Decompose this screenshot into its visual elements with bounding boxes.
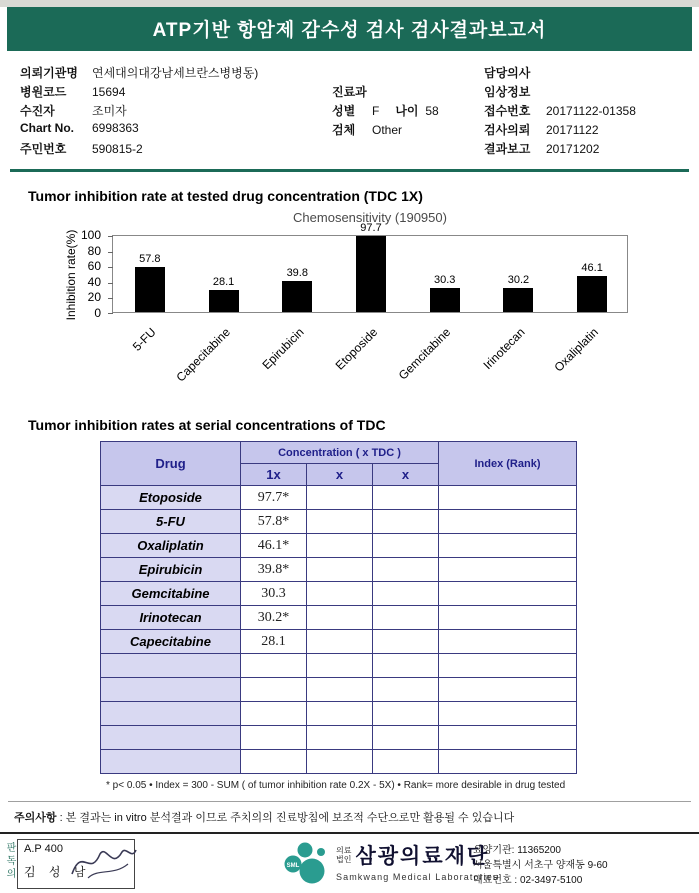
chart-title: Chemosensitivity (190950) [293,210,447,225]
index-rank-cell [439,678,577,702]
bar-value-label: 39.8 [286,266,308,279]
index-rank-cell [439,582,577,606]
field-label: 병원코드 [20,85,67,99]
field-value: F [372,104,380,118]
info-field [20,121,332,140]
chart-bar-Epirubicin [282,281,312,312]
laboratory-phone: 대표번호 : 02-3497-5100 [473,875,583,886]
inhibition-value-cell [373,702,439,726]
inhibition-value-cell [307,486,373,510]
table-row [101,750,577,774]
index-rank-cell [439,510,577,534]
x-axis-label-Capecitabine: Capecitabine [173,325,233,385]
field-label: Chart No. [20,121,74,135]
table-row [101,654,577,678]
field-value: 6998363 [92,121,139,135]
inhibition-value-cell [307,630,373,654]
info-field [484,140,679,159]
drug-name-cell [101,654,241,678]
patient-info-right-column [484,64,679,159]
info-field [332,102,484,121]
field-label: 성별 [332,104,356,118]
col-header-index-rank: Index (Rank) [439,442,577,486]
table-row [101,702,577,726]
laboratory-name: 삼광의료재단 [355,845,490,868]
reader-vertical-label: 판독의 [4,842,15,881]
table-header-row-1 [101,442,577,464]
y-axis-tick-label: 0 [94,306,101,320]
field-label: 검사의뢰 [484,123,531,137]
inhibition-value-cell: 57.8* [241,510,307,534]
inhibition-value-cell [373,630,439,654]
signature-title: A.P 400 [24,843,63,855]
chart-area [64,221,632,401]
y-axis-tick-label: 40 [87,274,101,289]
caution-note [8,801,691,825]
inhibition-value-cell [307,606,373,630]
x-axis-label-Oxaliplatin: Oxaliplatin [551,325,602,375]
bar-value-label: 30.2 [507,274,530,287]
x-axis-label-Gemcitabine: Gemcitabine [396,325,454,383]
chart-section-title: Tumor inhibition rate at tested drug concentration (TDC 1X) [28,188,423,204]
patient-info-middle-column [332,64,484,159]
inhibition-value-cell [307,750,373,774]
field-label: 검체 [332,123,356,137]
signer-name: 김 성 남 [24,865,91,879]
inhibition-value-cell [307,726,373,750]
info-field [20,64,332,83]
drug-name-cell: Capecitabine [101,630,241,654]
caution-text: : 본 결과는 in vitro 분석결과 이므로 주치의의 진료방침에 보조적 수단으로만 활용될 수 있습니다 [59,812,515,824]
y-axis-tick-label: 60 [87,259,101,274]
index-rank-cell [439,486,577,510]
index-rank-cell [439,558,577,582]
inhibition-value-cell [307,702,373,726]
info-field [484,102,679,121]
laboratory-contact-block [473,843,608,888]
inhibition-value-cell [373,750,439,774]
info-field [332,83,484,102]
col-header-drug: Drug [101,442,241,486]
table-row [101,558,577,582]
drug-name-cell: Oxaliplatin [101,534,241,558]
y-axis-tick-mark [108,267,113,268]
chart-bar-Oxaliplatin [577,276,607,312]
bar-value-label: 28.1 [212,276,235,289]
report-title: ATP기반 항암제 감수성 검사 검사결과보고서 [152,20,547,41]
table-row [101,486,577,510]
index-rank-cell [439,726,577,750]
handwritten-signature [68,842,138,884]
inhibition-value-cell [241,678,307,702]
table-row [101,606,577,630]
report-footer [0,832,699,893]
x-axis-label-Etoposide: Etoposide [332,325,380,373]
inhibition-value-cell: 30.3 [241,582,307,606]
info-field [20,140,332,159]
table-row [101,534,577,558]
table-footnote: * p< 0.05 • Index = 300 - SUM ( of tumor inhibition rate 0.2X - 5X) • Rank= more desirable in drug tested [106,780,566,791]
field-label: 접수번호 [484,104,531,118]
field-label: 주민번호 [20,142,67,156]
laboratory-name-english: Samkwang Medical Laboratories [336,872,499,882]
inhibition-value-cell [241,702,307,726]
table-row [101,678,577,702]
sml-logo-icon [283,840,329,888]
index-rank-cell [439,654,577,678]
field-value: 58 [425,104,439,118]
chart-bar-Capecitabine [209,290,239,312]
y-axis-tick-label: 80 [87,243,101,258]
org-type-bottom: 법인 [336,855,352,864]
drug-name-cell: Irinotecan [101,606,241,630]
table-row [101,510,577,534]
inhibition-value-cell [373,582,439,606]
drug-name-cell: Gemcitabine [101,582,241,606]
inhibition-value-cell [373,726,439,750]
bar-value-label: 57.8 [139,252,161,265]
inhibition-value-cell [307,582,373,606]
org-type-label [336,846,351,864]
index-rank-cell [439,534,577,558]
y-axis-ticks [72,228,106,320]
field-value: 590815-2 [92,142,143,156]
y-axis-tick-mark [108,252,113,253]
x-axis-labels [112,317,628,401]
field-label: 진료과 [332,85,367,99]
info-field [484,64,679,83]
y-axis-label: Inhibition rate(%) [64,229,78,321]
field-label: 결과보고 [484,142,531,156]
inhibition-value-cell [307,558,373,582]
index-rank-cell [439,750,577,774]
x-axis-label-5-FU: 5-FU [129,325,159,354]
inhibition-value-cell [241,726,307,750]
col-header-concentration: Concentration ( x TDC ) [241,442,439,464]
drug-name-cell [101,702,241,726]
y-axis-tick-mark [108,283,113,284]
index-rank-cell [439,606,577,630]
laboratory-identity [283,840,498,888]
drug-name-cell [101,726,241,750]
chart-bar-Irinotecan [503,288,533,312]
table-row [101,630,577,654]
field-label: 나이 [395,104,419,118]
concentration-table [100,441,577,774]
col-subheader-x: x [373,464,439,486]
info-field [484,121,679,140]
table-row [101,726,577,750]
field-value: 15694 [92,85,126,99]
chart-bar-Etoposide [356,236,386,312]
y-axis-tick-mark [108,298,113,299]
patient-info-section [10,56,689,172]
inhibition-value-cell: 28.1 [241,630,307,654]
col-subheader-x: x [307,464,373,486]
drug-name-cell [101,750,241,774]
signature-box [17,839,135,889]
bar-value-label: 30.3 [433,274,456,287]
table-section-title: Tumor inhibition rates at serial concentrations of TDC [28,417,386,433]
laboratory-address: 서울특별시 서초구 양재동 9-60 [473,860,608,871]
field-value: 연세대의대강남세브란스병병동) [92,66,259,80]
field-value: 20171122 [546,123,599,137]
scan-top-margin [0,0,699,7]
index-rank-cell [439,630,577,654]
field-value: Other [372,123,403,137]
inhibition-value-cell: 30.2* [241,606,307,630]
info-field [484,83,679,102]
inhibition-value-cell [307,534,373,558]
field-value: 조미자 [92,104,127,118]
y-axis-tick-mark [108,236,113,237]
inhibition-value-cell [241,750,307,774]
report-title-banner [7,7,692,51]
caution-label: 주의사항 [14,812,57,824]
field-value: 20171122-01358 [546,104,636,118]
inhibition-value-cell [373,486,439,510]
field-label: 수진자 [20,104,55,118]
info-field [332,121,484,140]
inhibition-value-cell: 39.8* [241,558,307,582]
inhibition-value-cell [241,654,307,678]
info-field [20,83,332,102]
inhibition-value-cell: 97.7* [241,486,307,510]
bar-value-label: 46.1 [581,262,603,275]
field-label: 임상정보 [484,85,531,99]
plot-area [112,221,628,313]
patient-info-left-column [20,64,332,159]
y-axis-tick-mark [108,313,113,314]
table-row [101,582,577,606]
drug-name-cell [101,678,241,702]
inhibition-value-cell [373,534,439,558]
index-rank-cell [439,702,577,726]
y-axis-tick-label: 20 [87,290,101,305]
drug-name-cell: Epirubicin [101,558,241,582]
drug-name-cell: Etoposide [101,486,241,510]
inhibition-value-cell [373,510,439,534]
inhibition-value-cell [307,654,373,678]
org-type-top: 의료 [336,846,352,855]
inhibition-value-cell [307,510,373,534]
inhibition-value-cell: 46.1* [241,534,307,558]
x-axis-label-Epirubicin: Epirubicin [259,325,307,373]
info-field [20,102,332,121]
chart-bar-Gemcitabine [430,288,460,312]
chemosensitivity-chart [0,210,699,401]
inhibition-value-cell [373,678,439,702]
inhibition-value-cell [373,558,439,582]
sml-logo-text: SML [286,863,300,869]
x-axis-label-Irinotecan: Irinotecan [480,325,528,373]
bar-value-label: 97.7 [360,221,382,234]
inhibition-value-cell [373,654,439,678]
field-label: 담당의사 [484,66,531,80]
inhibition-value-cell [373,606,439,630]
col-subheader-1x: 1x [241,464,307,486]
inhibition-value-cell [307,678,373,702]
field-label: 의뢰기관명 [20,66,78,80]
care-institution-number: 요양기관: 11365200 [473,845,561,856]
field-value: 20171202 [546,142,600,156]
chart-bar-5-FU [135,267,165,312]
drug-name-cell: 5-FU [101,510,241,534]
y-axis-tick-label: 100 [80,228,101,242]
